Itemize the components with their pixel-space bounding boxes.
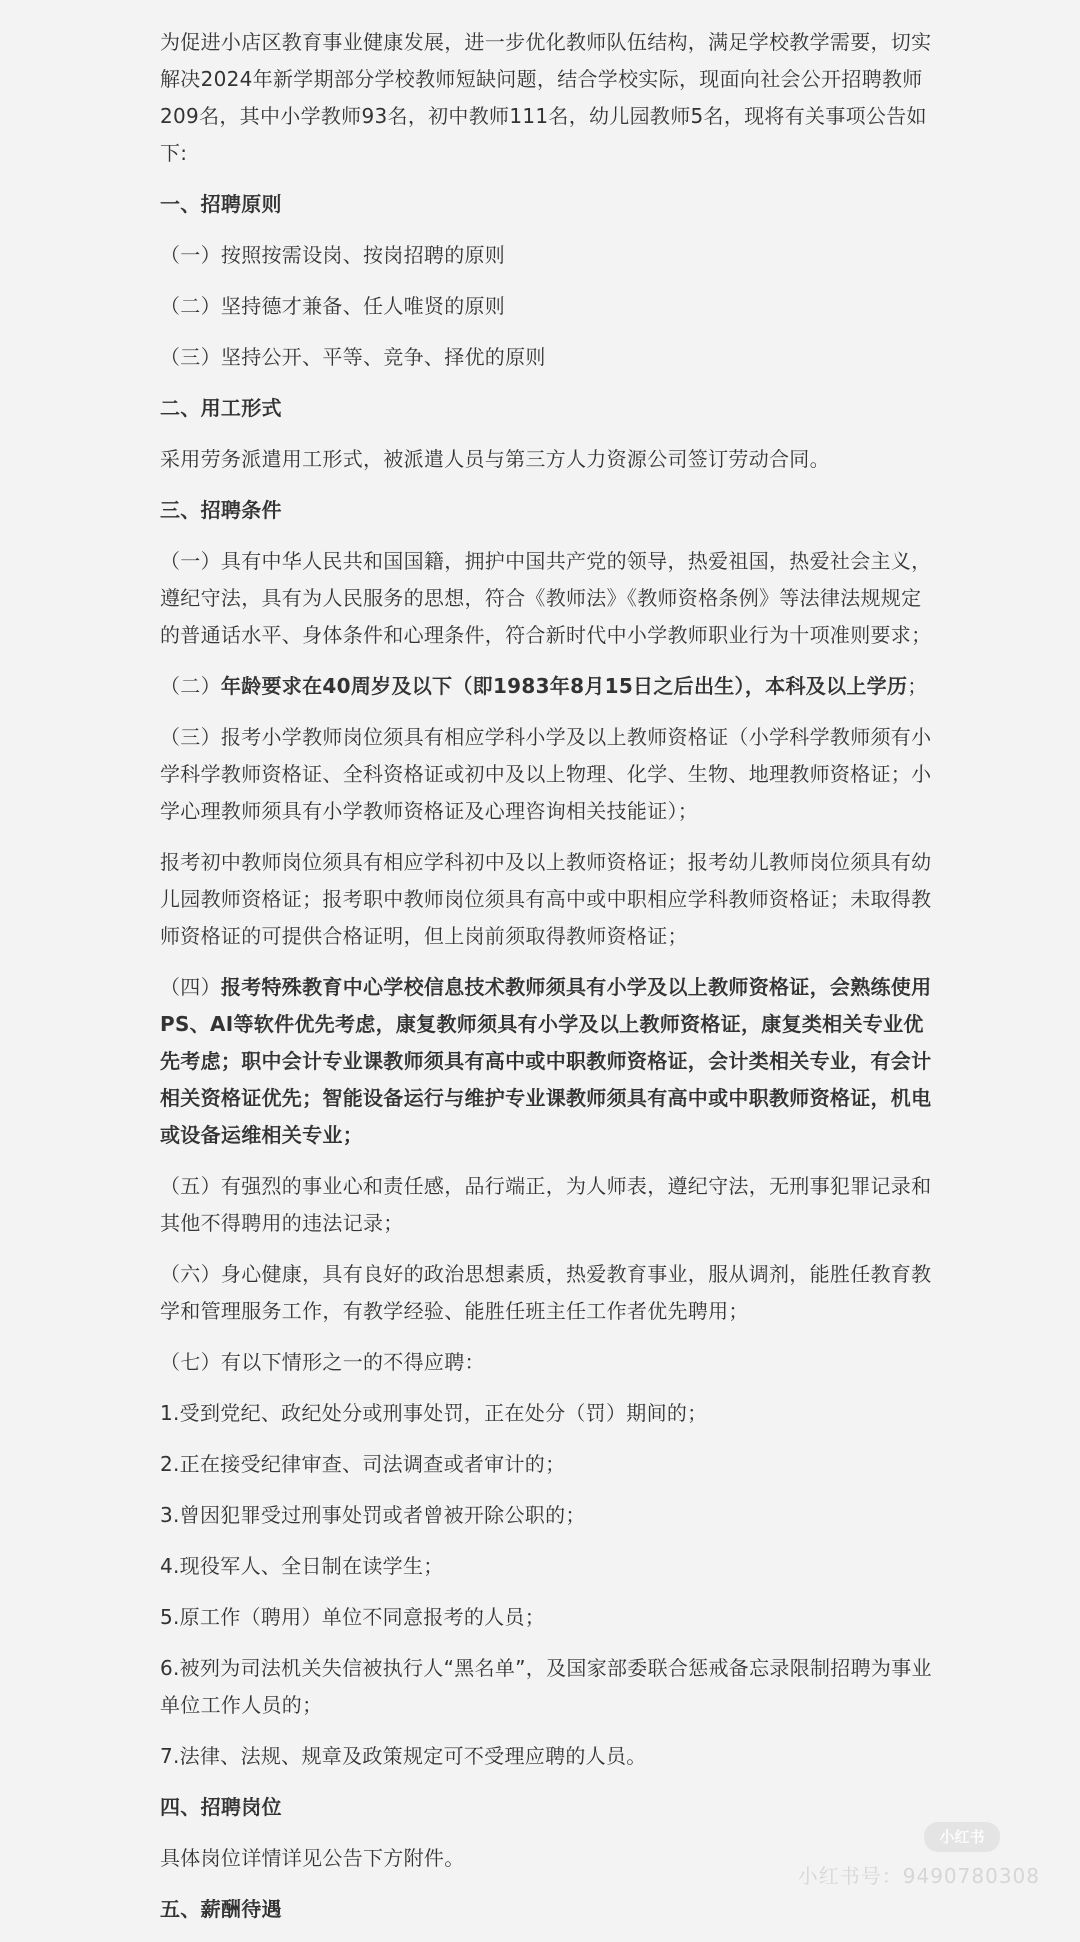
paragraph-prefix: （四） [160,975,221,999]
paragraph: （一）具有中华人民共和国国籍，拥护中国共产党的领导，热爱祖国，热爱社会主义，遵纪守法，具有为人民服务的思想，符合《教师法》《教师资格条例》等法律法规规定的普通话水平、身体条件和心理条件，符合新时代中小学教师职业行为十项准则要求； [160,549,932,647]
paragraph: （六）身心健康，具有良好的政治思想素质，热爱教育事业，服从调剂，能胜任教育教学和管理服务工作，有教学经验、能胜任班主任工作者优先聘用； [160,1262,932,1323]
paragraph: 为促进小店区教育事业健康发展，进一步优化教师队伍结构，满足学校教学需要，切实解决2024年新学期部分学校教师短缺问题，结合学校实际，现面向社会公开招聘教师209名，其中小学教师93名，初中教师111名，幼儿园教师5名，现将有关事项公告如下: [160,30,932,165]
paragraph: 采用劳务派遣用工形式，被派遣人员与第三方人力资源公司签订劳动合同。 [160,447,830,471]
paragraph: 4.现役军人、全日制在读学生； [160,1554,444,1578]
paragraph-prefix: （二） [160,674,221,698]
paragraph-bold-text: 年龄要求在40周岁及以下（即1983年8月15日之后出生），本科及以上学历 [220,674,908,698]
paragraph-tail: ； [907,674,928,698]
paragraph-bold-text: 报考特殊教育中心学校信息技术教师须具有小学及以上教师资格证，会熟练使用PS、AI等软件优先考虑，康复教师须具有小学及以上教师资格证，康复类相关专业优先考虑；职中会计专业课教师须具有高中或中职教师资格证，会计类相关专业，有会计相关资格证优先；智能设备运行与维护专业课教师须具有高中或中职教师资格证，机电或设备运维相关专业； [160,975,932,1147]
paragraph: （五）有强烈的事业心和责任感，品行端正，为人师表，遵纪守法，无刑事犯罪记录和其他不得聘用的违法记录； [160,1174,932,1235]
paragraph: （二）坚持德才兼备、任人唯贤的原则 [160,294,506,318]
paragraph: （七）有以下情形之一的不得应聘： [160,1350,485,1374]
paragraph: 3.曾因犯罪受过刑事处罚或者曾被开除公职的； [160,1503,586,1527]
paragraph: 具体岗位详情详见公告下方附件。 [160,1846,465,1870]
watermark-logo: 小红书 [924,1822,1000,1852]
paragraph: 6.被列为司法机关失信被执行人“黑名单”，及国家部委联合惩戒备忘录限制招聘为事业单位工作人员的； [160,1656,932,1717]
paragraph: 1.受到党纪、政纪处分或刑事处罚，正在处分（罚）期间的； [160,1401,708,1425]
paragraph: 7.法律、法规、规章及政策规定可不受理应聘的人员。 [160,1744,647,1768]
paragraph [160,969,940,1154]
announcement-body [160,24,940,1942]
paragraph: （三）坚持公开、平等、竞争、择优的原则 [160,345,546,369]
paragraph [160,668,940,705]
paragraph: 5.原工作（聘用）单位不同意报考的人员； [160,1605,546,1629]
watermark-account: 小红书号：9490780308 [797,1864,1040,1888]
section-heading: 一、招聘原则 [160,192,282,216]
section-heading: 二、用工形式 [160,396,282,420]
paragraph: （一）按照按需设岗、按岗招聘的原则 [160,243,506,267]
section-heading: 四、招聘岗位 [160,1795,282,1819]
paragraph: 2.正在接受纪律审查、司法调查或者审计的； [160,1452,566,1476]
section-heading: 三、招聘条件 [160,498,282,522]
paragraph: 报考初中教师岗位须具有相应学科初中及以上教师资格证；报考幼儿教师岗位须具有幼儿园教师资格证；报考职中教师岗位须具有高中或中职相应学科教师资格证；未取得教师资格证的可提供合格证明，但上岗前须取得教师资格证； [160,850,932,948]
paragraph: （三）报考小学教师岗位须具有相应学科小学及以上教师资格证（小学科学教师须有小学科学教师资格证、全科资格证或初中及以上物理、化学、生物、地理教师资格证；小学心理教师须具有小学教师资格证及心理咨询相关技能证）； [160,725,932,823]
section-heading: 五、薪酬待遇 [160,1897,282,1921]
